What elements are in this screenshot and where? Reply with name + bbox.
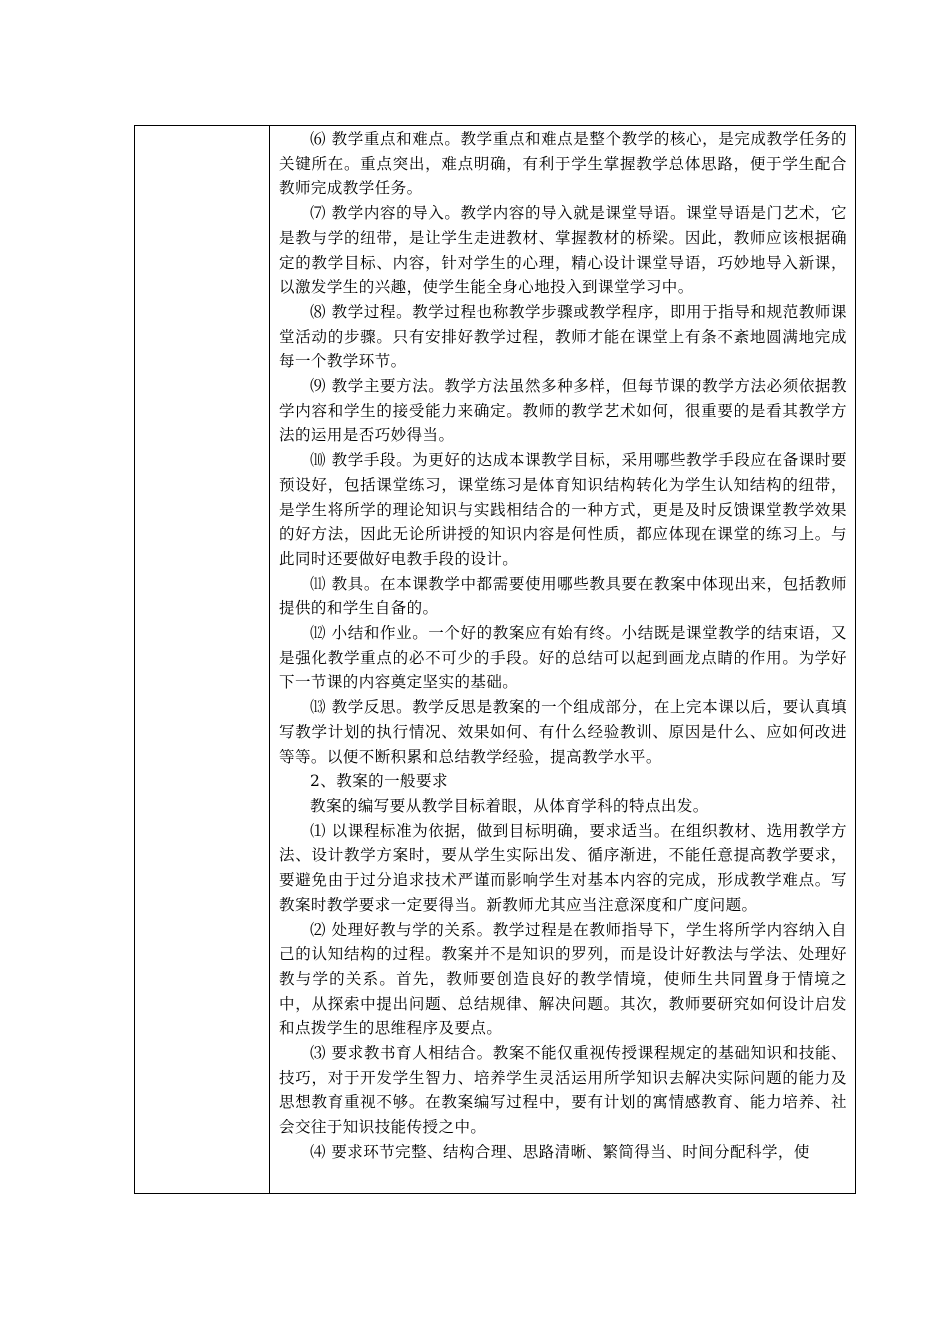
paragraph-item-13: ⒀ 教学反思。教学反思是教案的一个组成部分，在上完本课以后，要认真填写教学计划的执行情况、效果如何、有什么经验教训、原因是什么、应如何改进等等。以便不断积累和总结教学经验，提高教学水平。 [279,698,847,766]
table-content-cell [270,126,855,1193]
paragraph-item-11: ⑾ 教具。在本课教学中都需要使用哪些教具要在教案中体现出来，包括教师提供的和学生自备的。 [279,574,847,618]
paragraph-item-7: ⑺ 教学内容的导入。教学内容的导入就是课堂导语。课堂导语是门艺术，它是教与学的纽带，是让学生走进教材、掌握教材的桥梁。因此，教师应该根据确定的教学目标、内容，针对学生的心理，精心设计课堂导语，巧妙地导入新课，以激发学生的兴趣，使学生能全身心地投入到课堂学习中。 [279,204,847,297]
section-intro: 教案的编写要从教学目标着眼，从体育学科的特点出发。 [310,796,709,815]
paragraph-item-9: ⑼ 教学主要方法。教学方法虽然多种多样，但每节课的教学方法必须依据教学内容和学生的接受能力来确定。教师的教学艺术如何，很重要的是看其教学方法的运用是否巧妙得当。 [279,377,847,445]
requirement-item-3: ⑶ 要求教书育人相结合。教案不能仅重视传授课程规定的基础知识和技能、技巧，对于开发学生智力、培养学生灵活运用所学知识去解决实际问题的能力及思想教育重视不够。在教案编写过程中，要有计划的寓情感教育、能力培养、社会交往于知识技能传授之中。 [279,1044,847,1137]
requirement-item-4: ⑷ 要求环节完整、结构合理、思路清晰、繁简得当、时间分配科学，使 [310,1142,810,1161]
table-left-cell [135,126,270,1193]
requirement-item-1: ⑴ 以课程标准为依据，做到目标明确，要求适当。在组织教材、选用教学方法、设计教学方案时，要从学生实际出发、循序渐进，不能任意提高教学要求，要避免由于过分追求技术严谨而影响学生对基本内容的完成，形成教学难点。写教案时教学要求一定要得当。新教师尤其应当注意深度和广度问题。 [279,821,847,914]
requirement-item-2: ⑵ 处理好教与学的关系。教学过程是在教师指导下，学生将所学内容纳入自己的认知结构的过程。教案并不是知识的罗列，而是设计好教法与学法、处理好教与学的关系。首先，教师要创造良好的教学情境，使师生共同置身于情境之中，从探索中提出问题、总结规律、解决问题。其次，教师要研究如何设计启发和点拨学生的思维程序及要点。 [279,920,847,1038]
document-table [134,125,856,1194]
section-heading: 2、教案的一般要求 [310,772,448,791]
paragraph-item-12: ⑿ 小结和作业。一个好的教案应有始有终。小结既是课堂教学的结束语，又是强化教学重点的必不可少的手段。好的总结可以起到画龙点睛的作用。为学好下一节课的内容奠定坚实的基础。 [279,624,847,692]
paragraph-item-8: ⑻ 教学过程。教学过程也称教学步骤或教学程序，即用于指导和规范教师课堂活动的步骤。只有安排好教学过程，教师才能在课堂上有条不紊地圆满地完成每一个教学环节。 [279,302,847,371]
paragraph-item-10: ⑽ 教学手段。为更好的达成本课教学目标，采用哪些教学手段应在备课时要预设好，包括课堂练习，课堂练习是体育知识结构转化为学生认知结构的纽带，是学生将所学的理论知识与实践相结合的一种方式，更是及时反馈课堂教学效果的好方法，因此无论所讲授的知识内容是何性质，都应体现在课堂的练习上。与此同时还要做好电教手段的设计。 [279,451,847,568]
paragraph-item-6: ⑹ 教学重点和难点。教学重点和难点是整个教学的核心，是完成教学任务的关键所在。重点突出，难点明确，有利于学生掌握教学总体思路，便于学生配合教师完成教学任务。 [279,130,847,198]
